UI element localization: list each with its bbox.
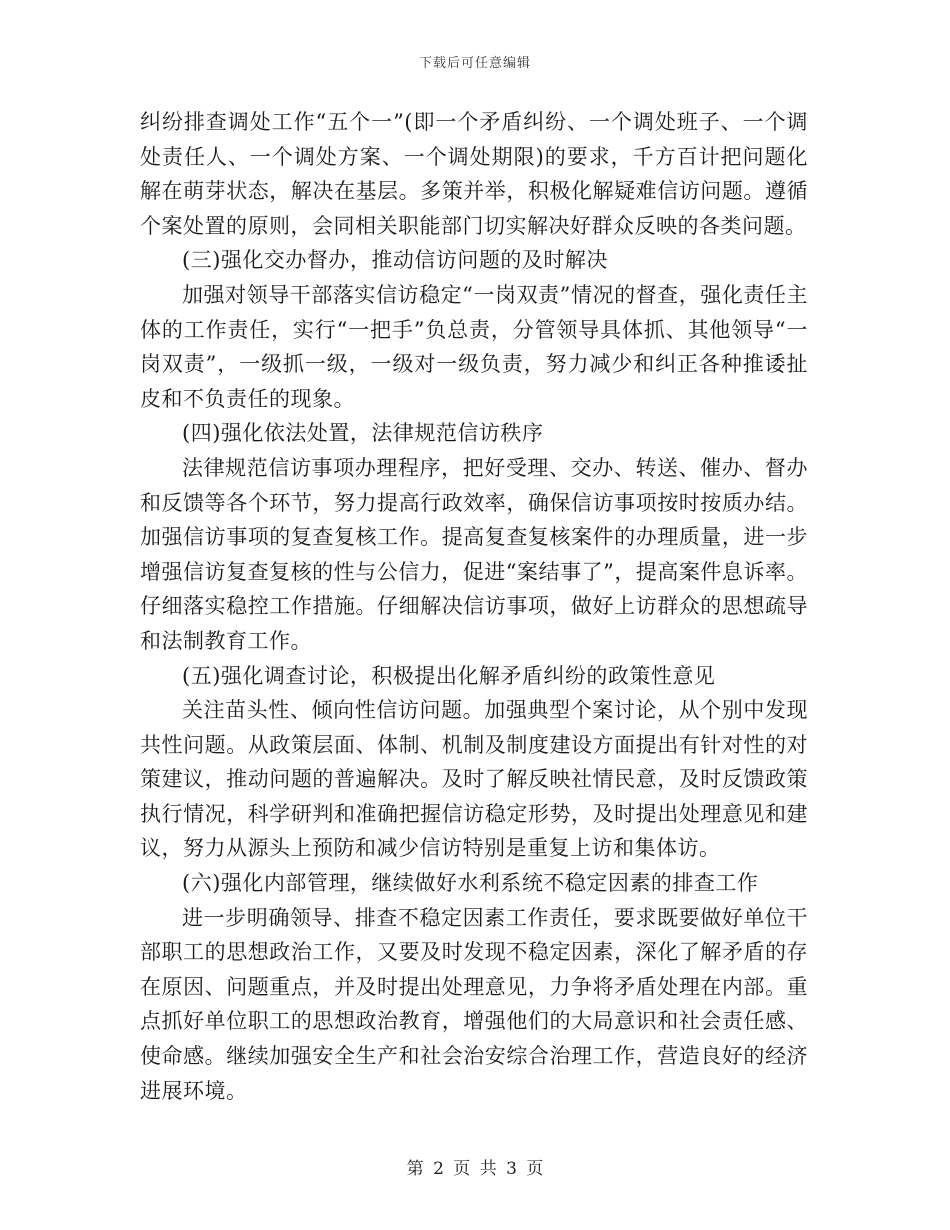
section-heading-3: (三)强化交办督办，推动信访问题的及时解决 <box>182 248 608 273</box>
section-heading-6: (六)强化内部管理，继续做好水利系统不稳定因素的排查工作 <box>182 871 759 896</box>
section-heading-5: (五)强化调查讨论，积极提出化解矛盾纠纷的政策性意见 <box>182 663 716 688</box>
body-paragraph-5: 进一步明确领导、排查不稳定因素工作责任，要求既要做好单位干部职工的思想政治工作，又要及时发现不稳定因素，深化了解矛盾的存在原因、问题重点，并及时提出处理意见，力争将矛盾处理在内部。重点抓好单位职工的思想政治教育，增强他们的大局意识和社会责任感、使命感。继续加强安全生产和社会治安综合治理工作，营造良好的经济进展环境。 <box>140 905 808 1103</box>
body-paragraph-1: 纠纷排查调处工作“五个一”(即一个矛盾纠纷、一个调处班子、一个调处责任人、一个调处方案、一个调处期限)的要求，千方百计把问题化解在萌芽状态，解决在基层。多策并举，积极化解疑难信访问题。遵循个案处置的原则，会同相关职能部门切实解决好群众反映的各类问题。 <box>140 110 808 238</box>
section-heading-4: (四)强化依法处置，法律规范信访秩序 <box>182 421 544 446</box>
page-number-footer: 第 2 页 共 3 页 <box>406 1159 544 1179</box>
document-body <box>140 105 808 1108</box>
body-paragraph-2: 加强对领导干部落实信访稳定“一岗双责”情况的督查，强化责任主体的工作责任，实行“一把手”负总责，分管领导具体抓、其他领导“一岗双责”，一级抓一级，一级对一级负责，努力减少和纠正各种推诿扯皮和不负责任的现象。 <box>140 282 808 411</box>
page-header: 下载后可任意编辑 <box>418 56 531 71</box>
body-paragraph-3: 法律规范信访事项办理程序，把好受理、交办、转送、催办、督办和反馈等各个环节，努力提高行政效率，确保信访事项按时按质办结。加强信访事项的复查复核工作。提高复查复核案件的办理质量，进一步增强信访复查复核的性与公信力，促进“案结事了”，提高案件息诉率。仔细落实稳控工作措施。仔细解决信访事项，做好上访群众的思想疏导和法制教育工作。 <box>140 455 808 653</box>
body-paragraph-4: 关注苗头性、倾向性信访问题。加强典型个案讨论，从个别中发现共性问题。从政策层面、体制、机制及制度建设方面提出有针对性的对策建议，推动问题的普遍解决。及时了解反映社情民意，及时反馈政策执行情况，科学研判和准确把握信访稳定形势，及时提出处理意见和建议，努力从源头上预防和减少信访特别是重复上访和集体访。 <box>140 698 808 861</box>
